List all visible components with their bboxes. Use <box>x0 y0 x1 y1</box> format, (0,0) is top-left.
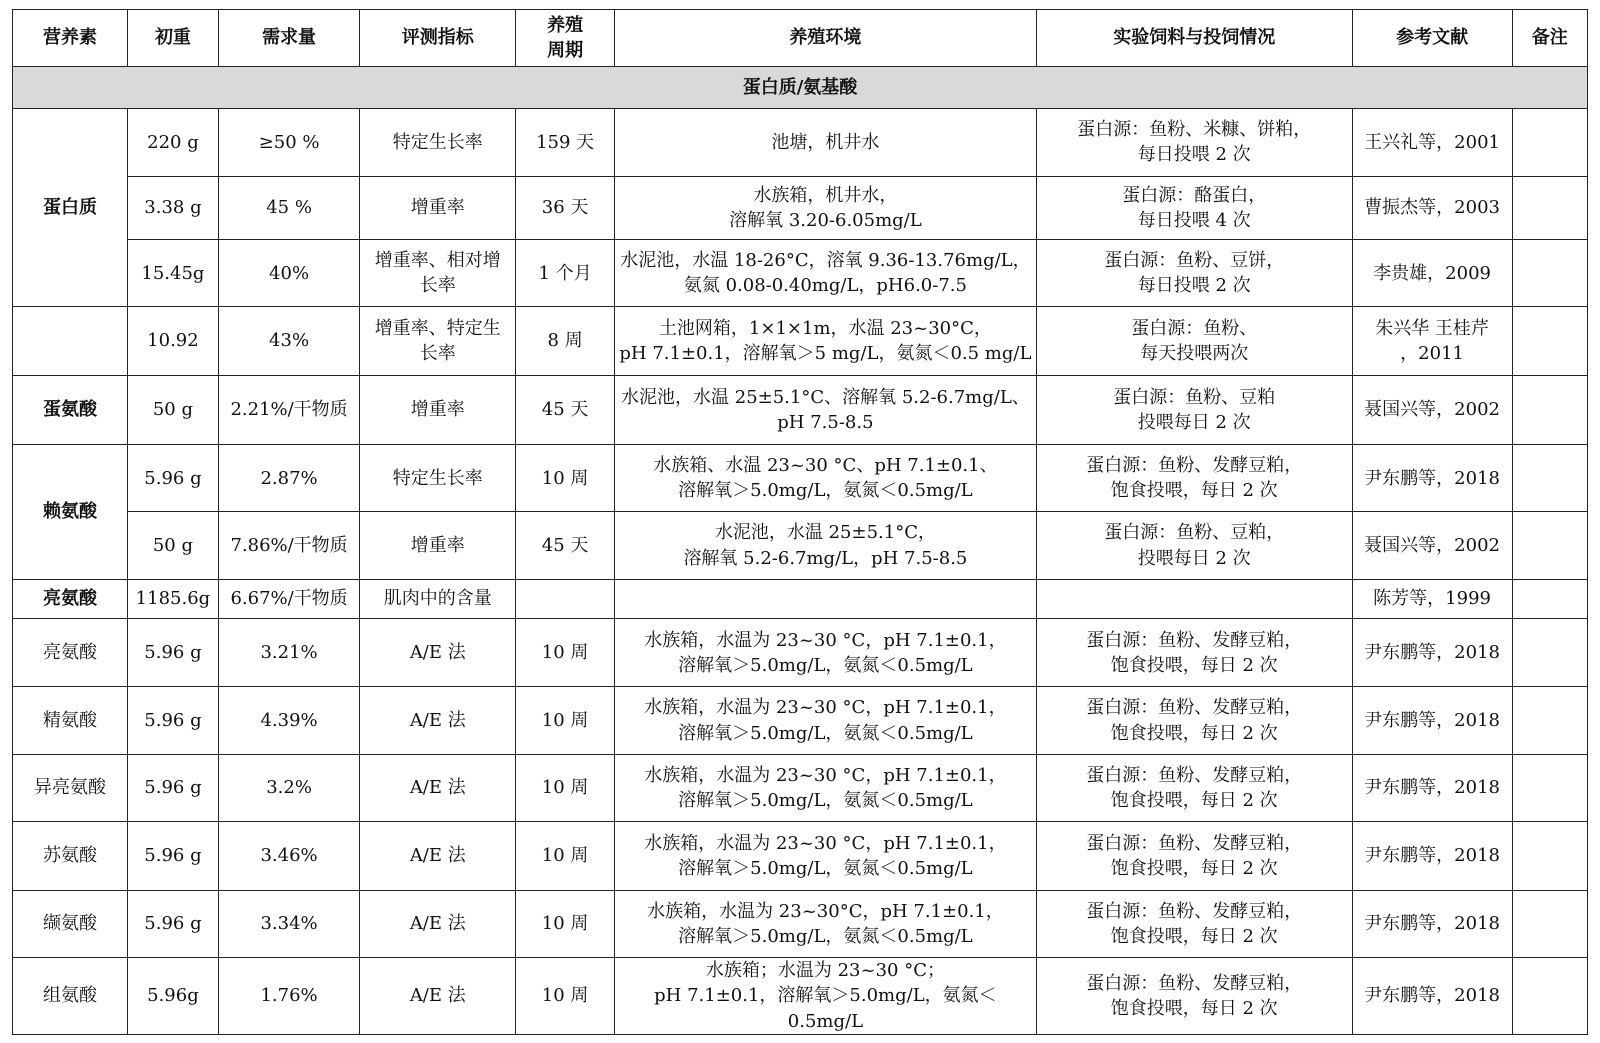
metric-cell <box>360 512 516 579</box>
header-period: 养殖 周期 <box>516 10 615 67</box>
requirement-cell: 6.67%/干物质 <box>218 579 360 618</box>
period-cell: 10 周 <box>516 445 615 512</box>
initial-weight-cell: 3.38 g <box>128 176 219 239</box>
metric-cell <box>360 307 516 375</box>
table-row <box>13 239 1588 306</box>
reference-line: 聂国兴等，2002 <box>1364 535 1500 557</box>
reference-line: 曹振杰等，2003 <box>1364 197 1500 219</box>
metric-cell <box>360 822 516 890</box>
environment-cell <box>615 239 1037 306</box>
environment-line: 水泥池，水温 25±5.1°C， <box>714 522 936 544</box>
note-cell <box>1512 512 1587 579</box>
period-cell: 8 周 <box>516 307 615 375</box>
metric-line: 增重率、特定生 <box>374 317 501 339</box>
table-row <box>13 619 1588 687</box>
nutrient-cell: 苏氨酸 <box>13 822 128 890</box>
initial-weight-cell: 10.92 <box>128 307 219 375</box>
metric-line: 增重率 <box>410 399 465 421</box>
feed-line: 饱食投喂，每日 2 次 <box>1110 925 1278 947</box>
initial-weight-cell: 5.96 g <box>128 822 219 890</box>
feed-cell <box>1036 239 1352 306</box>
environment-line: 水族箱，水温为 23~30 °C，pH 7.1±0.1， <box>644 764 1007 786</box>
metric-cell <box>360 619 516 687</box>
environment-line: 水泥池，水温 18-26°C，溶氧 9.36-13.76mg/L， <box>620 249 1031 271</box>
feed-line: 饱食投喂，每日 2 次 <box>1110 789 1278 811</box>
header-row <box>13 10 1588 67</box>
metric-line: 增重率、相对增 <box>374 249 501 271</box>
initial-weight-cell: 5.96 g <box>128 619 219 687</box>
requirement-cell: 1.76% <box>218 957 360 1034</box>
note-cell <box>1512 822 1587 890</box>
environment-line: 溶解氧＞5.0mg/L，氨氮＜0.5mg/L <box>678 654 973 676</box>
feed-cell <box>1036 307 1352 375</box>
initial-weight-cell: 5.96 g <box>128 890 219 957</box>
environment-line: 池塘，机井水 <box>771 131 880 153</box>
table-row <box>13 957 1588 1034</box>
feed-cell <box>1036 687 1352 754</box>
period-cell: 10 周 <box>516 822 615 890</box>
reference-line: 尹东鹏等，2018 <box>1364 985 1500 1007</box>
metric-line: 增重率 <box>410 197 465 219</box>
period-cell: 36 天 <box>516 176 615 239</box>
initial-weight-cell: 220 g <box>128 109 219 176</box>
requirement-cell: 3.46% <box>218 822 360 890</box>
metric-line: A/E 法 <box>409 985 466 1007</box>
requirement-cell: 2.21%/干物质 <box>218 375 360 444</box>
feed-line: 饱食投喂，每日 2 次 <box>1110 722 1278 744</box>
initial-weight-cell: 5.96g <box>128 957 219 1034</box>
feed-line: 每天投喂两次 <box>1140 343 1249 365</box>
feed-line: 蛋白源：鱼粉、豆饼， <box>1104 249 1285 271</box>
metric-line: A/E 法 <box>409 845 466 867</box>
header-note: 备注 <box>1512 10 1587 67</box>
reference-cell <box>1352 754 1512 821</box>
reference-cell <box>1352 176 1512 239</box>
requirement-cell: 45 % <box>218 176 360 239</box>
feed-cell <box>1036 579 1352 618</box>
nutrient-cell: 蛋白质 <box>13 109 128 307</box>
period-cell <box>516 579 615 618</box>
metric-line: 增重率 <box>410 535 465 557</box>
environment-cell <box>615 109 1037 176</box>
feed-line: 蛋白源：鱼粉、豆粕， <box>1104 522 1285 544</box>
table-row <box>13 687 1588 754</box>
requirement-cell: 7.86%/干物质 <box>218 512 360 579</box>
requirement-cell: 3.21% <box>218 619 360 687</box>
environment-cell <box>615 890 1037 957</box>
note-cell <box>1512 619 1587 687</box>
period-cell: 159 天 <box>516 109 615 176</box>
feed-line: 蛋白源：鱼粉、发酵豆粕， <box>1086 900 1303 922</box>
period-cell: 10 周 <box>516 754 615 821</box>
feed-line: 投喂每日 2 次 <box>1137 411 1251 433</box>
metric-line: A/E 法 <box>409 642 466 664</box>
environment-line: 水族箱，水温为 23~30 °C，pH 7.1±0.1， <box>644 629 1007 651</box>
feed-line: 饱食投喂，每日 2 次 <box>1110 857 1278 879</box>
metric-cell <box>360 109 516 176</box>
environment-line: 水族箱，水温为 23~30 °C，pH 7.1±0.1， <box>644 697 1007 719</box>
reference-line: 李贵雄，2009 <box>1373 262 1491 284</box>
environment-cell <box>615 176 1037 239</box>
metric-line: A/E 法 <box>409 777 466 799</box>
environment-line: 土池网箱，1×1×1m，水温 23~30°C， <box>658 317 992 339</box>
reference-cell <box>1352 109 1512 176</box>
feed-cell <box>1036 957 1352 1034</box>
note-cell <box>1512 445 1587 512</box>
metric-cell <box>360 375 516 444</box>
reference-cell <box>1352 445 1512 512</box>
metric-line: A/E 法 <box>409 710 466 732</box>
environment-cell <box>615 822 1037 890</box>
reference-line: 尹东鹏等，2018 <box>1364 467 1500 489</box>
note-cell <box>1512 176 1587 239</box>
note-cell <box>1512 375 1587 444</box>
header-initial-weight: 初重 <box>128 10 219 67</box>
feed-line: 蛋白源：鱼粉、发酵豆粕， <box>1086 629 1303 651</box>
initial-weight-cell: 15.45g <box>128 239 219 306</box>
metric-cell <box>360 176 516 239</box>
requirement-cell: 3.34% <box>218 890 360 957</box>
reference-line: ，2011 <box>1400 343 1464 365</box>
initial-weight-cell: 1185.6g <box>128 579 219 618</box>
requirement-cell: 3.2% <box>218 754 360 821</box>
period-cell: 10 周 <box>516 957 615 1034</box>
environment-cell <box>615 619 1037 687</box>
header-feed: 实验饲料与投饲情况 <box>1036 10 1352 67</box>
feed-line: 蛋白源：鱼粉、发酵豆粕， <box>1086 455 1303 477</box>
metric-cell <box>360 957 516 1034</box>
table-row <box>13 109 1588 176</box>
requirement-cell: 43% <box>218 307 360 375</box>
environment-line: 水族箱，水温为 23~30°C，pH 7.1±0.1， <box>647 900 1004 922</box>
table-row <box>13 176 1588 239</box>
period-cell: 10 周 <box>516 687 615 754</box>
metric-cell <box>360 754 516 821</box>
feed-line: 蛋白源：鱼粉、米糠、饼粕， <box>1077 119 1312 141</box>
metric-line: 长率 <box>419 343 456 365</box>
period-cell: 1 个月 <box>516 239 615 306</box>
initial-weight-cell: 5.96 g <box>128 754 219 821</box>
feed-line: 饱食投喂，每日 2 次 <box>1110 480 1278 502</box>
reference-line: 王兴礼等，2001 <box>1364 131 1500 153</box>
period-cell: 45 天 <box>516 375 615 444</box>
feed-cell <box>1036 619 1352 687</box>
note-cell <box>1512 687 1587 754</box>
environment-line: 氨氮 0.08-0.40mg/L，pH6.0-7.5 <box>683 275 967 297</box>
feed-line: 饱食投喂，每日 2 次 <box>1110 997 1278 1019</box>
initial-weight-cell: 50 g <box>128 375 219 444</box>
environment-cell <box>615 445 1037 512</box>
requirement-cell: 40% <box>218 239 360 306</box>
feed-cell <box>1036 375 1352 444</box>
reference-line: 陈芳等，1999 <box>1373 588 1491 610</box>
environment-line: 溶解氧＞5.0mg/L，氨氮＜0.5mg/L <box>678 789 973 811</box>
reference-line: 朱兴华 王桂芹 <box>1375 317 1489 339</box>
metric-cell <box>360 687 516 754</box>
environment-line: 溶解氧 3.20-6.05mg/L <box>729 209 922 231</box>
feed-cell <box>1036 109 1352 176</box>
environment-cell <box>615 579 1037 618</box>
feed-line: 投喂每日 2 次 <box>1137 547 1251 569</box>
feed-line: 每日投喂 4 次 <box>1137 209 1251 231</box>
reference-line: 尹东鹏等，2018 <box>1364 777 1500 799</box>
note-cell <box>1512 109 1587 176</box>
reference-cell <box>1352 579 1512 618</box>
reference-cell <box>1352 512 1512 579</box>
table-row <box>13 890 1588 957</box>
reference-cell <box>1352 890 1512 957</box>
nutrient-cell: 蛋氨酸 <box>13 375 128 444</box>
metric-line: 特定生长率 <box>392 467 483 489</box>
environment-line: pH 7.1±0.1，溶解氧＞5.0mg/L，氨氮＜0.5mg/L <box>654 985 997 1032</box>
table-row <box>13 822 1588 890</box>
header-requirement: 需求量 <box>218 10 360 67</box>
feed-line: 蛋白源：酪蛋白， <box>1122 184 1267 206</box>
environment-line: 溶解氧 5.2-6.7mg/L，pH 7.5-8.5 <box>683 547 968 569</box>
feed-line: 蛋白源：鱼粉、发酵豆粕， <box>1086 764 1303 786</box>
environment-cell <box>615 375 1037 444</box>
environment-line: pH 7.5-8.5 <box>777 411 874 433</box>
environment-line: 溶解氧＞5.0mg/L，氨氮＜0.5mg/L <box>678 857 973 879</box>
section-row <box>13 67 1588 109</box>
reference-cell <box>1352 239 1512 306</box>
requirement-cell: 2.87% <box>218 445 360 512</box>
note-cell <box>1512 890 1587 957</box>
reference-line: 尹东鹏等，2018 <box>1364 845 1500 867</box>
feed-line: 蛋白源：鱼粉、发酵豆粕， <box>1086 697 1303 719</box>
reference-cell <box>1352 307 1512 375</box>
table-row <box>13 445 1588 512</box>
table-row <box>13 375 1588 444</box>
nutrient-cell: 缬氨酸 <box>13 890 128 957</box>
feed-cell <box>1036 890 1352 957</box>
reference-line: 聂国兴等，2002 <box>1364 399 1500 421</box>
note-cell <box>1512 307 1587 375</box>
metric-line: A/E 法 <box>409 913 466 935</box>
reference-cell <box>1352 687 1512 754</box>
environment-line: 水族箱、水温 23~30 °C、pH 7.1±0.1、 <box>653 455 998 477</box>
header-metric: 评测指标 <box>360 10 516 67</box>
reference-cell <box>1352 822 1512 890</box>
environment-line: 水族箱，机井水， <box>753 184 898 206</box>
reference-line: 尹东鹏等，2018 <box>1364 642 1500 664</box>
reference-cell <box>1352 957 1512 1034</box>
environment-line: 溶解氧＞5.0mg/L，氨氮＜0.5mg/L <box>678 480 973 502</box>
initial-weight-cell: 5.96 g <box>128 687 219 754</box>
environment-cell <box>615 307 1037 375</box>
note-cell <box>1512 957 1587 1034</box>
header-reference: 参考文献 <box>1352 10 1512 67</box>
nutrient-cell <box>13 307 128 375</box>
environment-cell <box>615 754 1037 821</box>
metric-cell <box>360 579 516 618</box>
note-cell <box>1512 754 1587 821</box>
nutrition-table <box>12 9 1588 1035</box>
feed-cell <box>1036 754 1352 821</box>
table-row <box>13 307 1588 375</box>
table-row <box>13 512 1588 579</box>
reference-cell <box>1352 619 1512 687</box>
requirement-cell: 4.39% <box>218 687 360 754</box>
period-cell: 10 周 <box>516 619 615 687</box>
feed-line: 蛋白源：鱼粉、 <box>1131 317 1258 339</box>
reference-line: 尹东鹏等，2018 <box>1364 913 1500 935</box>
metric-line: 特定生长率 <box>392 131 483 153</box>
header-nutrient: 营养素 <box>13 10 128 67</box>
nutrient-cell: 亮氨酸 <box>13 619 128 687</box>
metric-cell <box>360 890 516 957</box>
nutrient-cell: 异亮氨酸 <box>13 754 128 821</box>
environment-line: pH 7.1±0.1，溶解氧＞5 mg/L，氨氮＜0.5 mg/L <box>619 343 1032 365</box>
nutrient-cell: 赖氨酸 <box>13 445 128 580</box>
feed-cell <box>1036 176 1352 239</box>
environment-cell <box>615 957 1037 1034</box>
feed-cell <box>1036 822 1352 890</box>
environment-cell <box>615 687 1037 754</box>
nutrient-cell: 亮氨酸 <box>13 579 128 618</box>
feed-line: 蛋白源：鱼粉、发酵豆粕， <box>1086 972 1303 994</box>
feed-cell <box>1036 512 1352 579</box>
note-cell <box>1512 579 1587 618</box>
environment-line: 溶解氧＞5.0mg/L，氨氮＜0.5mg/L <box>678 925 973 947</box>
environment-line: 水族箱，水温为 23~30 °C，pH 7.1±0.1， <box>644 832 1007 854</box>
feed-line: 蛋白源：鱼粉、豆粕 <box>1113 386 1276 408</box>
period-cell: 45 天 <box>516 512 615 579</box>
reference-line: 尹东鹏等，2018 <box>1364 710 1500 732</box>
initial-weight-cell: 5.96 g <box>128 445 219 512</box>
metric-cell <box>360 239 516 306</box>
header-environment: 养殖环境 <box>615 10 1037 67</box>
note-cell <box>1512 239 1587 306</box>
table-row <box>13 754 1588 821</box>
period-cell: 10 周 <box>516 890 615 957</box>
nutrient-cell: 组氨酸 <box>13 957 128 1034</box>
feed-line: 每日投喂 2 次 <box>1137 144 1251 166</box>
feed-cell <box>1036 445 1352 512</box>
requirement-cell: ≥50 % <box>218 109 360 176</box>
nutrient-cell: 精氨酸 <box>13 687 128 754</box>
initial-weight-cell: 50 g <box>128 512 219 579</box>
feed-line: 蛋白源：鱼粉、发酵豆粕， <box>1086 832 1303 854</box>
environment-line: 水族箱；水温为 23~30 °C； <box>705 960 945 982</box>
environment-line: 溶解氧＞5.0mg/L，氨氮＜0.5mg/L <box>678 722 973 744</box>
environment-cell <box>615 512 1037 579</box>
reference-cell <box>1352 375 1512 444</box>
feed-line: 饱食投喂，每日 2 次 <box>1110 654 1278 676</box>
section-title: 蛋白质/氨基酸 <box>13 67 1588 109</box>
metric-line: 长率 <box>419 275 456 297</box>
feed-line: 每日投喂 2 次 <box>1137 275 1251 297</box>
metric-cell <box>360 445 516 512</box>
table-row <box>13 579 1588 618</box>
metric-line: 肌肉中的含量 <box>383 588 492 610</box>
environment-line: 水泥池，水温 25±5.1°C、溶解氧 5.2-6.7mg/L、 <box>621 386 1030 408</box>
